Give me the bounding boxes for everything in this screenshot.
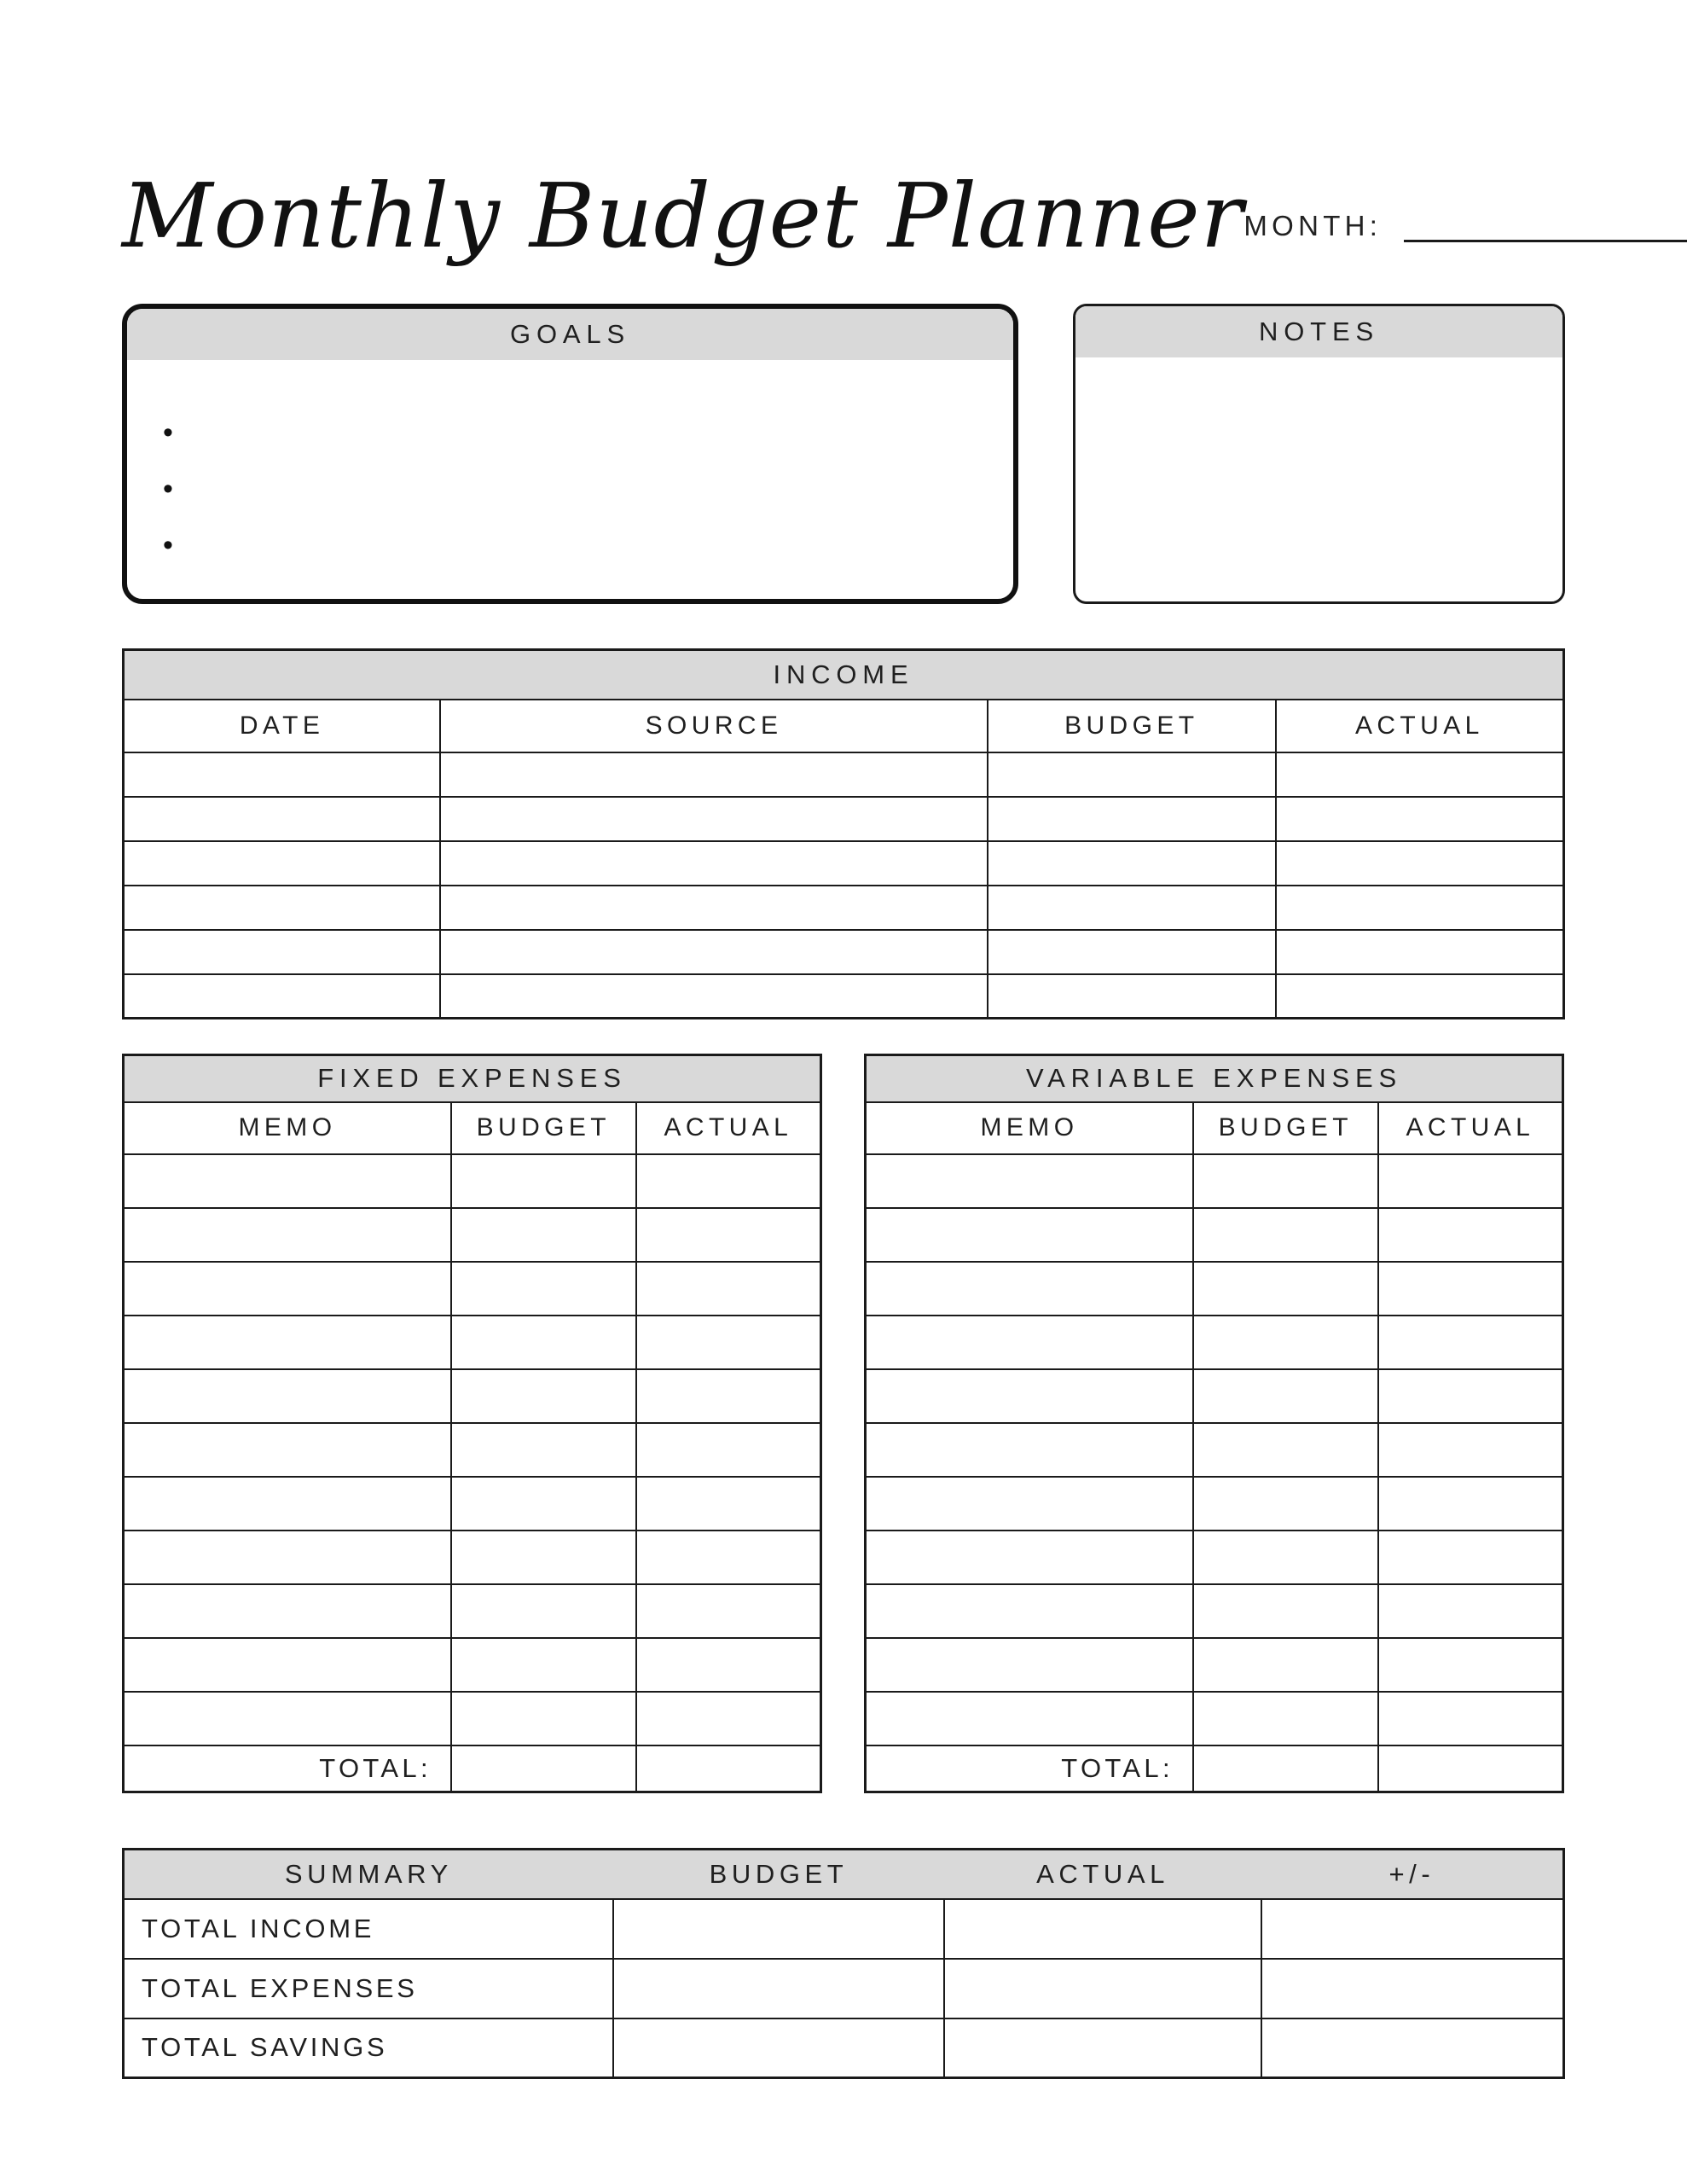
variable-expenses-title: VARIABLE EXPENSES [866,1055,1563,1102]
income-body [124,752,1564,1019]
summary-row-total-expenses [124,1959,1564,2018]
empty-cell [866,1369,1193,1423]
empty-cell [866,1262,1193,1316]
total-expenses-plus-minus-cell [1261,1959,1564,2018]
goals-header: GOALS [127,309,1013,360]
page-header [122,128,1565,268]
income-column-header-row [124,700,1564,752]
empty-cell [1193,1154,1378,1208]
income-table [122,648,1565,1019]
variable-expenses-title-row [866,1055,1563,1102]
empty-cell [636,1262,821,1316]
income-col-date: DATE [124,700,441,752]
empty-row [124,1316,821,1369]
empty-cell [1193,1262,1378,1316]
empty-cell [124,1423,451,1477]
empty-cell [636,1208,821,1262]
empty-cell [124,1316,451,1369]
empty-row [866,1208,1563,1262]
empty-row [866,1531,1563,1584]
income-col-source: SOURCE [440,700,988,752]
variable-expenses-table [864,1054,1564,1793]
fixed-expenses-total-row [124,1745,821,1792]
empty-cell [1378,1423,1563,1477]
empty-row [866,1423,1563,1477]
summary-row-total-savings [124,2018,1564,2078]
empty-cell [451,1531,636,1584]
empty-cell [1378,1477,1563,1531]
empty-cell [866,1638,1193,1692]
empty-row [124,797,1564,841]
variable-expenses-total-label: TOTAL: [866,1745,1193,1792]
empty-cell [988,841,1276,886]
empty-cell [124,886,441,930]
variable-col-memo: MEMO [866,1102,1193,1154]
empty-cell [440,974,988,1019]
empty-cell [1276,841,1564,886]
total-income-actual-cell [944,1899,1261,1959]
goals-notes-row [122,304,1565,604]
empty-cell [1378,1692,1563,1745]
goal-bullet: • [163,473,173,505]
empty-cell [988,930,1276,974]
empty-cell [988,974,1276,1019]
income-title-row [124,650,1564,700]
empty-cell [1193,1531,1378,1584]
empty-cell [1193,1423,1378,1477]
fixed-expenses-title-row [124,1055,821,1102]
empty-row [866,1692,1563,1745]
empty-cell [124,1531,451,1584]
empty-cell [1193,1692,1378,1745]
fixed-expenses-body [124,1154,821,1745]
empty-cell [1378,1638,1563,1692]
total-income-plus-minus-cell [1261,1899,1564,1959]
empty-row [866,1154,1563,1208]
empty-cell [866,1584,1193,1638]
fixed-expenses-title: FIXED EXPENSES [124,1055,821,1102]
empty-cell [1193,1477,1378,1531]
empty-cell [636,1531,821,1584]
month-field [1244,210,1687,264]
total-savings-actual-cell [944,2018,1261,2078]
empty-cell [988,886,1276,930]
summary-row-total-income [124,1899,1564,1959]
notes-header: NOTES [1075,306,1562,357]
empty-cell [124,797,441,841]
empty-cell [440,886,988,930]
empty-cell [1378,1584,1563,1638]
empty-cell [451,1316,636,1369]
expenses-row [122,1054,1565,1793]
empty-cell [866,1154,1193,1208]
income-col-actual: ACTUAL [1276,700,1564,752]
empty-cell [1378,1154,1563,1208]
summary-table [122,1848,1565,2079]
variable-col-budget: BUDGET [1193,1102,1378,1154]
empty-row [124,1477,821,1531]
empty-cell [636,1316,821,1369]
income-col-budget: BUDGET [988,700,1276,752]
total-income-budget-cell [613,1899,944,1959]
empty-cell [1276,797,1564,841]
empty-row [124,1692,821,1745]
total-expenses-budget-cell [613,1959,944,2018]
fixed-expenses-column-header-row [124,1102,821,1154]
goal-bullet: • [163,529,173,561]
empty-cell [1193,1369,1378,1423]
variable-expenses-body [866,1154,1563,1745]
empty-cell [1193,1316,1378,1369]
empty-cell [124,1638,451,1692]
empty-cell [1276,974,1564,1019]
income-title: INCOME [124,650,1564,700]
empty-cell [124,1584,451,1638]
empty-cell [1378,1262,1563,1316]
total-savings-plus-minus-cell [1261,2018,1564,2078]
empty-cell [451,1477,636,1531]
total-expenses-actual-cell [944,1959,1261,2018]
empty-cell [451,1423,636,1477]
empty-cell [124,1208,451,1262]
empty-cell [1276,752,1564,797]
empty-row [124,930,1564,974]
summary-label-total-income: TOTAL INCOME [124,1899,613,1959]
empty-cell [440,841,988,886]
fixed-expenses-total-label: TOTAL: [124,1745,451,1792]
empty-cell [866,1316,1193,1369]
empty-cell [1193,1638,1378,1692]
fixed-col-actual: ACTUAL [636,1102,821,1154]
fixed-expenses-table [122,1054,822,1793]
empty-cell [1378,1531,1563,1584]
empty-row [866,1638,1563,1692]
total-savings-budget-cell [613,2018,944,2078]
empty-cell [124,1154,451,1208]
page-title: Monthly Budget Planner [122,163,1244,268]
empty-cell [1378,1369,1563,1423]
empty-row [124,1262,821,1316]
empty-row [124,841,1564,886]
empty-cell [124,930,441,974]
empty-cell [1378,1208,1563,1262]
empty-row [866,1584,1563,1638]
empty-cell [451,1262,636,1316]
empty-cell [636,1477,821,1531]
empty-cell [866,1477,1193,1531]
empty-row [124,1638,821,1692]
empty-cell [124,1692,451,1745]
empty-cell [451,1692,636,1745]
empty-cell [124,1369,451,1423]
empty-cell [440,797,988,841]
empty-row [124,1208,821,1262]
empty-row [124,886,1564,930]
empty-cell [1193,1584,1378,1638]
empty-row [124,1531,821,1584]
summary-header-row [124,1850,1564,1899]
summary-col-summary: SUMMARY [124,1850,613,1899]
empty-cell [866,1423,1193,1477]
summary-col-plus-minus: +/- [1261,1850,1564,1899]
empty-cell [451,1154,636,1208]
empty-cell [866,1531,1193,1584]
variable-col-actual: ACTUAL [1378,1102,1563,1154]
fixed-col-budget: BUDGET [451,1102,636,1154]
empty-row [124,974,1564,1019]
month-blank-line [1404,210,1687,242]
empty-row [866,1369,1563,1423]
empty-cell [451,1638,636,1692]
empty-cell [636,1369,821,1423]
empty-cell [636,1692,821,1745]
empty-cell [124,1477,451,1531]
variable-expenses-column-header-row [866,1102,1563,1154]
empty-cell [124,841,441,886]
variable-expenses-total-budget-cell [1193,1745,1378,1792]
empty-cell [1193,1208,1378,1262]
empty-row [124,752,1564,797]
empty-cell [1378,1316,1563,1369]
fixed-expenses-total-budget-cell [451,1745,636,1792]
empty-cell [124,974,441,1019]
summary-label-total-expenses: TOTAL EXPENSES [124,1959,613,2018]
empty-cell [451,1584,636,1638]
fixed-col-memo: MEMO [124,1102,451,1154]
month-label: MONTH: [1244,210,1383,241]
empty-cell [988,752,1276,797]
empty-cell [124,752,441,797]
summary-col-budget: BUDGET [613,1850,944,1899]
empty-cell [124,1262,451,1316]
empty-cell [988,797,1276,841]
empty-row [866,1477,1563,1531]
empty-cell [440,752,988,797]
empty-cell [866,1692,1193,1745]
empty-cell [636,1638,821,1692]
fixed-expenses-total-actual-cell [636,1745,821,1792]
empty-cell [636,1423,821,1477]
empty-row [124,1423,821,1477]
empty-row [866,1262,1563,1316]
empty-row [124,1369,821,1423]
summary-col-actual: ACTUAL [944,1850,1261,1899]
goals-box [122,304,1018,604]
empty-cell [636,1154,821,1208]
variable-expenses-total-actual-cell [1378,1745,1563,1792]
empty-cell [451,1208,636,1262]
empty-row [866,1316,1563,1369]
empty-cell [866,1208,1193,1262]
empty-row [124,1154,821,1208]
notes-box [1073,304,1565,604]
empty-cell [636,1584,821,1638]
goal-bullet: • [163,416,173,449]
empty-cell [440,930,988,974]
empty-cell [451,1369,636,1423]
empty-cell [1276,886,1564,930]
empty-cell [1276,930,1564,974]
variable-expenses-total-row [866,1745,1563,1792]
empty-row [124,1584,821,1638]
goals-bullet-list [163,404,1013,573]
summary-label-total-savings: TOTAL SAVINGS [124,2018,613,2078]
